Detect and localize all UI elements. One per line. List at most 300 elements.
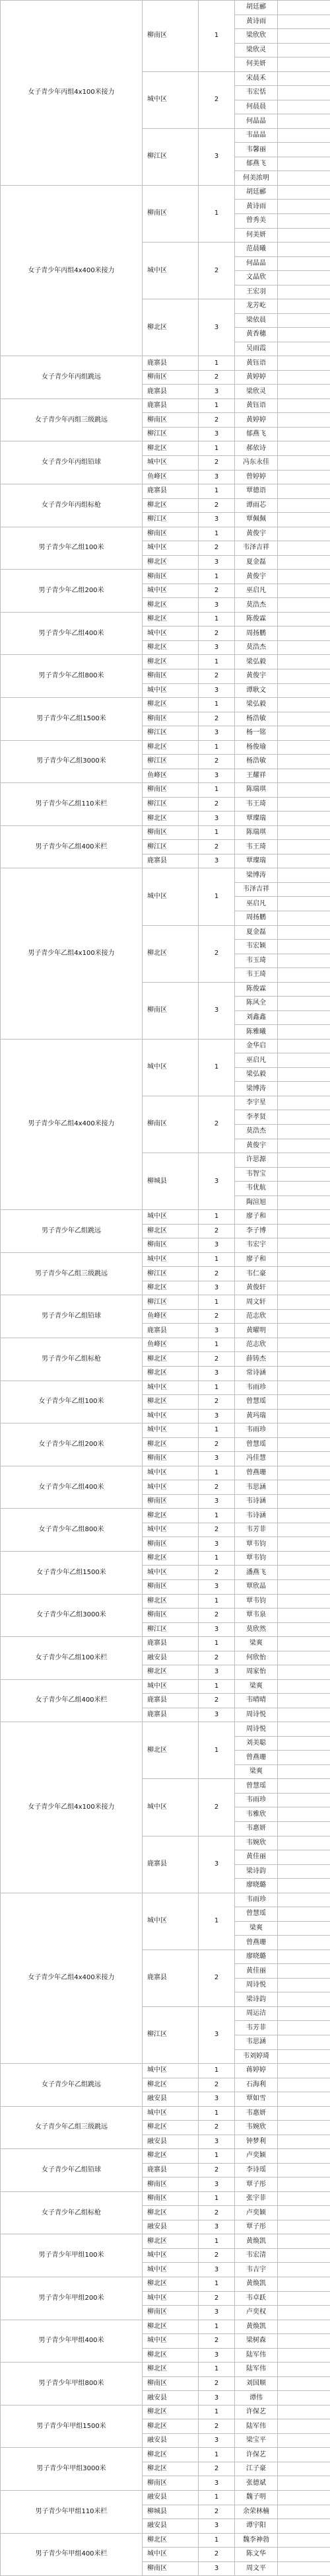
district-cell: 柳北区: [143, 1352, 199, 1367]
district-cell: 柳南区: [143, 570, 199, 584]
athlete-name-cell: 梁弘毅: [235, 698, 278, 712]
rank-cell: 1: [199, 1381, 235, 1395]
rank-cell: 3: [199, 2519, 235, 2534]
athlete-name-cell: 郝依诗: [235, 441, 278, 456]
athlete-name-cell: 梁依晨: [235, 313, 278, 328]
empty-cell: [278, 812, 330, 826]
empty-cell: [278, 213, 330, 228]
athlete-name-cell: 谭雨芯: [235, 498, 278, 513]
athlete-name-cell: 黄诗雨: [235, 15, 278, 29]
table-row: [1, 2149, 330, 2164]
athlete-name-cell: 黄俊宇: [235, 669, 278, 683]
athlete-name-cell: 郁燕飞: [235, 157, 278, 171]
rank-cell: 2: [199, 2206, 235, 2220]
athlete-name-cell: 陆军伟: [235, 2348, 278, 2363]
empty-cell: [278, 2049, 330, 2064]
empty-cell: [278, 1494, 330, 1509]
table-row: [1, 527, 330, 541]
rank-cell: 1: [199, 2191, 235, 2206]
rank-cell: 3: [199, 1494, 235, 1509]
rank-cell: 3: [199, 2476, 235, 2491]
athlete-name-cell: 夏金磊: [235, 555, 278, 570]
empty-cell: [278, 1167, 330, 1182]
empty-cell: [278, 2220, 330, 2234]
rank-cell: 1: [199, 655, 235, 669]
empty-cell: [278, 71, 330, 86]
athlete-name-cell: 王耀祥: [235, 769, 278, 783]
event-cell: 女子青少年乙组三级跳远: [1, 2106, 143, 2149]
rank-cell: 2: [199, 840, 235, 854]
rank-cell: 1: [199, 783, 235, 798]
event-cell: 男子青少年乙组800米: [1, 655, 143, 698]
athlete-name-cell: 韦王琦: [235, 968, 278, 983]
district-cell: 柳北区: [143, 2363, 199, 2377]
empty-cell: [278, 398, 330, 413]
empty-cell: [278, 1764, 330, 1779]
rank-cell: 2: [199, 2291, 235, 2306]
rank-cell: 2: [199, 1437, 235, 1452]
empty-cell: [278, 1010, 330, 1025]
rank-cell: 2: [199, 1651, 235, 1665]
rank-cell: 1: [199, 2149, 235, 2164]
athlete-name-cell: 周诗悦: [235, 1978, 278, 1992]
athlete-name-cell: 钟梦利: [235, 2135, 278, 2149]
district-cell: 柳南区: [143, 370, 199, 385]
athlete-name-cell: 黄焕凯: [235, 2320, 278, 2334]
event-cell: 男子青少年甲组1500米: [1, 2405, 143, 2448]
district-cell: 柳北区: [143, 498, 199, 513]
rank-cell: 2: [199, 1566, 235, 1580]
district-cell: 城中区: [143, 2291, 199, 2306]
empty-cell: [278, 1637, 330, 1651]
athlete-name-cell: 李宇星: [235, 1096, 278, 1110]
athlete-name-cell: 黄佳丽: [235, 1964, 278, 1979]
district-cell: 柳北区: [143, 640, 199, 655]
empty-cell: [278, 2376, 330, 2391]
table-row: [1, 570, 330, 584]
district-cell: 柳江区: [143, 840, 199, 854]
athlete-name-cell: 周家怡: [235, 1665, 278, 1680]
athlete-name-cell: 周诗悦: [235, 1708, 278, 1722]
district-cell: 鱼峰区: [143, 1309, 199, 1324]
table-row: [1, 1423, 330, 1438]
district-cell: 城中区: [143, 2106, 199, 2121]
athlete-name-cell: 韦馨丽: [235, 143, 278, 157]
table-row: [1, 1509, 330, 1523]
empty-cell: [278, 2391, 330, 2406]
rank-cell: 2: [199, 669, 235, 683]
empty-cell: [278, 370, 330, 385]
rank-cell: 2: [199, 2419, 235, 2434]
empty-cell: [278, 1921, 330, 1936]
table-row: [1, 1039, 330, 1053]
athlete-name-cell: 刘美聪: [235, 1736, 278, 1751]
empty-cell: [278, 1950, 330, 1964]
results-table-body: [1, 1, 330, 2576]
empty-cell: [278, 86, 330, 100]
athlete-name-cell: 常诗涵: [235, 1367, 278, 1381]
empty-cell: [278, 2078, 330, 2092]
district-cell: 鹿寨县: [143, 854, 199, 868]
table-row: [1, 1252, 330, 1267]
athlete-name-cell: 韦吉宇: [235, 2263, 278, 2277]
athlete-name-cell: 黄婷婷: [235, 413, 278, 428]
district-cell: 柳北区: [143, 1594, 199, 1609]
table-row: [1, 1338, 330, 1352]
empty-cell: [278, 243, 330, 257]
athlete-name-cell: 胡廷郦: [235, 1, 278, 15]
rank-cell: 3: [199, 2433, 235, 2448]
athlete-name-cell: 许保艺: [235, 2405, 278, 2419]
athlete-name-cell: 韦雨珍: [235, 1893, 278, 1907]
empty-cell: [278, 2064, 330, 2078]
rank-cell: 1: [199, 2405, 235, 2419]
athlete-name-cell: 韦惠妍: [235, 1822, 278, 1837]
empty-cell: [278, 2206, 330, 2220]
athlete-name-cell: 许思源: [235, 1153, 278, 1168]
district-cell: 城中区: [143, 1252, 199, 1267]
empty-cell: [278, 2433, 330, 2448]
table-row: [1, 1, 330, 15]
district-cell: 柳北区: [143, 2533, 199, 2548]
empty-cell: [278, 29, 330, 44]
event-cell: 男子青少年乙组标枪: [1, 1338, 143, 1381]
rank-cell: 1: [199, 1252, 235, 1267]
rank-cell: 3: [199, 812, 235, 826]
empty-cell: [278, 299, 330, 314]
rank-cell: 3: [199, 1281, 235, 1295]
empty-cell: [278, 541, 330, 556]
event-cell: 女子青少年丙组4x400米接力: [1, 185, 143, 356]
district-cell: 柳南区: [143, 1494, 199, 1509]
empty-cell: [278, 1182, 330, 1196]
athlete-name-cell: 巫启凡: [235, 584, 278, 598]
empty-cell: [278, 100, 330, 114]
athlete-name-cell: 覃佩佩: [235, 513, 278, 527]
empty-cell: [278, 1437, 330, 1452]
rank-cell: 1: [199, 2490, 235, 2505]
district-cell: 柳北区: [143, 2121, 199, 2135]
athlete-name-cell: 曾慧瑶: [235, 1437, 278, 1452]
rank-cell: 3: [199, 854, 235, 868]
empty-cell: [278, 484, 330, 499]
athlete-name-cell: 梁爽: [235, 1764, 278, 1779]
athlete-name-cell: 梁爽: [235, 1637, 278, 1651]
empty-cell: [278, 712, 330, 726]
empty-cell: [278, 2106, 330, 2121]
district-cell: 柳北区: [143, 925, 199, 982]
empty-cell: [278, 1964, 330, 1979]
empty-cell: [278, 157, 330, 171]
event-cell: 女子青少年丙组铅球: [1, 441, 143, 484]
rank-cell: 3: [199, 2561, 235, 2576]
rank-cell: 1: [199, 1295, 235, 1310]
athlete-name-cell: 吴雨霞: [235, 342, 278, 356]
athlete-name-cell: 覃韦钧: [235, 1537, 278, 1552]
athlete-name-cell: 韦宏恬: [235, 86, 278, 100]
rank-cell: 2: [199, 2248, 235, 2263]
empty-cell: [278, 356, 330, 371]
event-cell: 女子青少年乙组跳远: [1, 2064, 143, 2107]
athlete-name-cell: 廖晓璐: [235, 1950, 278, 1964]
rank-cell: 3: [199, 2178, 235, 2192]
empty-cell: [278, 2021, 330, 2035]
athlete-name-cell: 覃璨瑞: [235, 854, 278, 868]
athlete-name-cell: 卢奕权: [235, 2306, 278, 2320]
table-row: [1, 825, 330, 840]
athlete-name-cell: 梁弘毅: [235, 1067, 278, 1082]
district-cell: 柳北区: [143, 1281, 199, 1295]
empty-cell: [278, 1609, 330, 1623]
empty-cell: [278, 570, 330, 584]
district-cell: 城中区: [143, 243, 199, 299]
rank-cell: 1: [199, 2320, 235, 2334]
empty-cell: [278, 1309, 330, 1324]
athlete-name-cell: 廖子和: [235, 1252, 278, 1267]
rank-cell: 3: [199, 2135, 235, 2149]
empty-cell: [278, 2178, 330, 2192]
athlete-name-cell: 梁诗韵: [235, 1992, 278, 2007]
rank-cell: 3: [199, 2391, 235, 2406]
event-cell: 女子青少年丙组4x100米接力: [1, 1, 143, 186]
empty-cell: [278, 1779, 330, 1794]
district-cell: 柳北区: [143, 1224, 199, 1238]
athlete-name-cell: 范志欣: [235, 1309, 278, 1324]
district-cell: 鹿寨县: [143, 1637, 199, 1651]
athlete-name-cell: 韦晴晴: [235, 1694, 278, 1708]
athlete-name-cell: 薛铸杰: [235, 1352, 278, 1367]
athlete-name-cell: 韦宏清: [235, 2248, 278, 2263]
district-cell: 柳北区: [143, 1665, 199, 1680]
athlete-name-cell: 韦芳菲: [235, 2021, 278, 2035]
district-cell: 融安县: [143, 2092, 199, 2107]
athlete-name-cell: 韦刘婷琦: [235, 2049, 278, 2064]
empty-cell: [278, 1238, 330, 1253]
empty-cell: [278, 1124, 330, 1139]
empty-cell: [278, 1195, 330, 1210]
empty-cell: [278, 1850, 330, 1865]
athlete-name-cell: 覃欣晶: [235, 1579, 278, 1594]
athlete-name-cell: 陈文华: [235, 2548, 278, 2562]
rank-cell: 1: [199, 698, 235, 712]
event-cell: 男子青少年甲组800米: [1, 2363, 143, 2406]
athlete-name-cell: 梁诗韵: [235, 1864, 278, 1879]
empty-cell: [278, 997, 330, 1011]
athlete-name-cell: 韦宏宇: [235, 1238, 278, 1253]
empty-cell: [278, 626, 330, 641]
rank-cell: 2: [199, 1609, 235, 1623]
event-cell: 女子青少年乙组400米: [1, 1466, 143, 1509]
rank-cell: 2: [199, 2376, 235, 2391]
empty-cell: [278, 2462, 330, 2476]
table-row: [1, 1679, 330, 1694]
empty-cell: [278, 1893, 330, 1907]
district-cell: 柳北区: [143, 1367, 199, 1381]
empty-cell: [278, 1267, 330, 1281]
athlete-name-cell: 卢奕颖: [235, 2206, 278, 2220]
district-cell: 融安县: [143, 2433, 199, 2448]
empty-cell: [278, 1907, 330, 1922]
rank-cell: 2: [199, 541, 235, 556]
empty-cell: [278, 854, 330, 868]
athlete-name-cell: 周扬鹏: [235, 911, 278, 926]
empty-cell: [278, 1537, 330, 1552]
athlete-name-cell: 陆军伟: [235, 2419, 278, 2434]
district-cell: 柳南区: [143, 2306, 199, 2320]
empty-cell: [278, 598, 330, 613]
empty-cell: [278, 1324, 330, 1338]
athlete-name-cell: 韦惠妍: [235, 2106, 278, 2121]
event-cell: 女子青少年乙组100米: [1, 1381, 143, 1423]
rank-cell: 3: [199, 2006, 235, 2063]
rank-cell: 2: [199, 1480, 235, 1495]
district-cell: 鱼峰区: [143, 769, 199, 783]
event-cell: 男子青少年甲组400米: [1, 2320, 143, 2363]
district-cell: 城中区: [143, 1210, 199, 1225]
empty-cell: [278, 683, 330, 698]
district-cell: 城中区: [143, 584, 199, 598]
rank-cell: 3: [199, 769, 235, 783]
athlete-name-cell: 覃韦泉: [235, 1609, 278, 1623]
empty-cell: [278, 1836, 330, 1850]
district-cell: 鹿寨县: [143, 1694, 199, 1708]
district-cell: 柳江区: [143, 427, 199, 441]
table-row: [1, 2277, 330, 2292]
athlete-name-cell: 覃璨瑞: [235, 812, 278, 826]
athlete-name-cell: 韦思涵: [235, 2035, 278, 2049]
district-cell: 城中区: [143, 2263, 199, 2277]
rank-cell: 2: [199, 2078, 235, 2092]
district-cell: 城中区: [143, 1039, 199, 1096]
athlete-name-cell: 周文轩: [235, 1295, 278, 1310]
rank-cell: 2: [199, 413, 235, 428]
empty-cell: [278, 171, 330, 186]
district-cell: 城中区: [143, 868, 199, 925]
table-row: [1, 356, 330, 371]
athlete-name-cell: 范志欣: [235, 1338, 278, 1352]
empty-cell: [278, 1722, 330, 1737]
rank-cell: 2: [199, 498, 235, 513]
rank-cell: 2: [199, 243, 235, 299]
athlete-name-cell: 廖子和: [235, 1210, 278, 1225]
rank-cell: 1: [199, 1210, 235, 1225]
district-cell: 城中区: [143, 2064, 199, 2078]
district-cell: 鹿寨县: [143, 398, 199, 413]
empty-cell: [278, 655, 330, 669]
empty-cell: [278, 114, 330, 129]
event-cell: 女子青少年乙组4x400米接力: [1, 1893, 143, 2063]
rank-cell: 3: [199, 598, 235, 613]
district-cell: 融安县: [143, 2391, 199, 2406]
district-cell: 柳江区: [143, 755, 199, 769]
empty-cell: [278, 640, 330, 655]
district-cell: 柳北区: [143, 2078, 199, 2092]
table-row: [1, 1893, 330, 1907]
rank-cell: 1: [199, 1423, 235, 1438]
empty-cell: [278, 128, 330, 143]
empty-cell: [278, 1053, 330, 1068]
athlete-name-cell: 刘鑫鑫: [235, 1010, 278, 1025]
district-cell: 鹿寨县: [143, 1950, 199, 2006]
athlete-name-cell: 廖晓璐: [235, 1879, 278, 1893]
table-row: [1, 2405, 330, 2419]
event-cell: 男子青少年甲组200米: [1, 2277, 143, 2320]
table-row: [1, 740, 330, 755]
empty-cell: [278, 2092, 330, 2107]
district-cell: 柳北区: [143, 2448, 199, 2462]
empty-cell: [278, 1395, 330, 1410]
district-cell: 柳北区: [143, 299, 199, 356]
empty-cell: [278, 1281, 330, 1295]
athlete-name-cell: 黄俊宇: [235, 1139, 278, 1153]
rank-cell: 1: [199, 2533, 235, 2548]
athlete-name-cell: 刘国顺: [235, 2376, 278, 2391]
empty-cell: [278, 2277, 330, 2292]
rank-cell: 2: [199, 1352, 235, 1367]
event-cell: 女子青少年乙组800米: [1, 1509, 143, 1552]
athlete-name-cell: 韦玉琦: [235, 954, 278, 968]
empty-cell: [278, 940, 330, 954]
athlete-name-cell: 覃子彤: [235, 2178, 278, 2192]
empty-cell: [278, 2291, 330, 2306]
district-cell: 柳南区: [143, 1609, 199, 1623]
rank-cell: 2: [199, 1267, 235, 1281]
district-cell: 柳北区: [143, 2320, 199, 2334]
athlete-name-cell: 黄婷婷: [235, 370, 278, 385]
athlete-name-cell: 韦诗涵: [235, 1509, 278, 1523]
district-cell: 城中区: [143, 1779, 199, 1836]
district-cell: 融安县: [143, 2220, 199, 2234]
rank-cell: 3: [199, 128, 235, 185]
rank-cell: 2: [199, 456, 235, 471]
event-cell: 女子青少年丙组三级跳远: [1, 398, 143, 441]
district-cell: 柳南区: [143, 1096, 199, 1153]
rank-cell: 3: [199, 1452, 235, 1466]
table-row: [1, 2234, 330, 2249]
district-cell: 柳北区: [143, 598, 199, 613]
athlete-name-cell: 韦雨珍: [235, 1381, 278, 1395]
athlete-name-cell: 周诗悦: [235, 1722, 278, 1737]
district-cell: 柳江区: [143, 797, 199, 812]
table-row: [1, 2490, 330, 2505]
district-cell: 柳南区: [143, 825, 199, 840]
athlete-name-cell: 石海利: [235, 2078, 278, 2092]
empty-cell: [278, 328, 330, 342]
rank-cell: 3: [199, 1324, 235, 1338]
table-row: [1, 2064, 330, 2078]
district-cell: 柳南区: [143, 1537, 199, 1552]
athlete-name-cell: 莫欣然: [235, 1622, 278, 1637]
empty-cell: [278, 1793, 330, 1807]
empty-cell: [278, 185, 330, 200]
event-cell: 男子青少年乙组铅球: [1, 1295, 143, 1338]
empty-cell: [278, 2149, 330, 2164]
empty-cell: [278, 1096, 330, 1110]
athlete-name-cell: 梁树森: [235, 2334, 278, 2349]
empty-cell: [278, 740, 330, 755]
district-cell: 融安县: [143, 2519, 199, 2534]
empty-cell: [278, 1039, 330, 1053]
athlete-name-cell: 覃韦钧: [235, 1551, 278, 1566]
table-row: [1, 2363, 330, 2377]
rank-cell: 2: [199, 626, 235, 641]
event-cell: 女子青少年乙组400米栏: [1, 1679, 143, 1722]
athlete-name-cell: 莫浩杰: [235, 640, 278, 655]
table-row: [1, 441, 330, 456]
rank-cell: 2: [199, 2548, 235, 2562]
rank-cell: 1: [199, 398, 235, 413]
athlete-name-cell: 黄焕凯: [235, 2277, 278, 2292]
